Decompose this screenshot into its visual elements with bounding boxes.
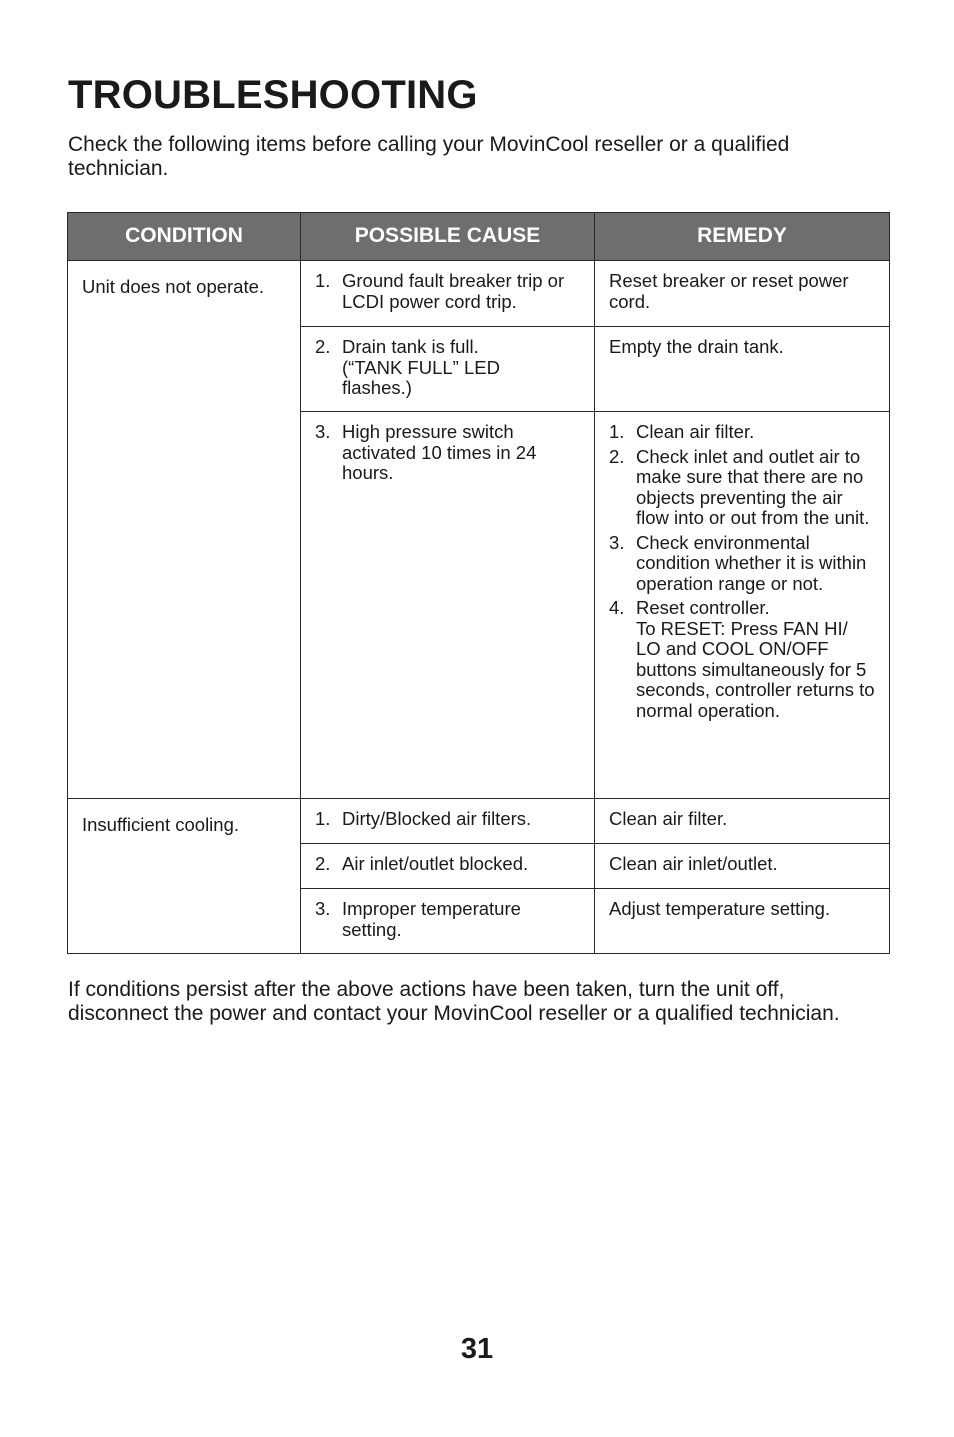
cause-text-note: (“TANK FULL” LED flashes.) — [342, 356, 500, 398]
cause-number: 2. — [315, 336, 331, 357]
condition-header: CONDITION — [68, 213, 301, 261]
remedy-header: REMEDY — [595, 213, 890, 261]
cause-number: 1. — [315, 270, 331, 291]
remedy-cell: Clean air inlet/outlet. — [595, 844, 890, 889]
page-title: TROUBLESHOOTING — [68, 73, 478, 117]
remedy-number: 1. — [609, 421, 625, 442]
remedy-text: Check inlet and outlet air to make sure that there are no objects preventing the air flow into or out from the unit. — [636, 445, 870, 528]
remedy-cell — [595, 412, 890, 799]
table-row — [68, 799, 890, 844]
list-item — [609, 447, 875, 529]
remedy-number: 3. — [609, 531, 625, 553]
remedy-cell: Reset breaker or reset power cord. — [595, 261, 890, 327]
cause-text: Drain tank is full. — [342, 336, 479, 357]
cause-cell — [301, 261, 595, 327]
remedy-text: Check environmental condition whether it is within operation range or not. — [636, 531, 867, 594]
table-header-row — [68, 213, 890, 261]
cause-number: 2. — [315, 853, 331, 874]
cause-number: 3. — [315, 421, 331, 442]
troubleshooting-table — [67, 212, 890, 954]
cause-cell — [301, 844, 595, 889]
remedy-number: 4. — [609, 597, 625, 618]
remedy-cell: Empty the drain tank. — [595, 327, 890, 412]
cause-number: 1. — [315, 808, 331, 829]
list-item — [609, 598, 875, 721]
list-item — [609, 533, 875, 595]
outro-paragraph: If conditions persist after the above actions have been taken, turn the unit off, disconnect the power and contact your MovinCool reseller or a qualified technician. — [68, 978, 840, 1025]
cause-text: Improper temperature setting. — [342, 898, 521, 940]
cause-text: High pressure switch activated 10 times in 24 hours. — [342, 421, 537, 483]
condition-cell: Insufficient cooling. — [68, 799, 301, 954]
remedy-text: Clean air filter. — [636, 421, 755, 442]
cause-cell — [301, 799, 595, 844]
remedy-list — [609, 422, 875, 721]
remedy-cell: Adjust temperature setting. — [595, 889, 890, 954]
cause-cell — [301, 889, 595, 954]
cause-cell — [301, 412, 595, 799]
reset-instructions: To RESET: Press FAN HI/ LO and COOL ON/OFF buttons simultaneously for 5 seconds, controller returns to normal operation. — [636, 617, 875, 721]
remedy-cell: Clean air filter. — [595, 799, 890, 844]
remedy-text: Reset controller. — [636, 597, 770, 618]
cause-number: 3. — [315, 898, 331, 919]
cause-cell — [301, 327, 595, 412]
cause-text: Air inlet/outlet blocked. — [342, 853, 529, 874]
intro-paragraph: Check the following items before calling your MovinCool reseller or a qualified technician. — [68, 133, 790, 180]
remedy-number: 2. — [609, 445, 625, 467]
cause-text: Dirty/Blocked air filters. — [342, 808, 532, 829]
list-item — [609, 422, 875, 443]
page-number: 31 — [460, 1333, 494, 1365]
cause-text: Ground fault breaker trip or LCDI power cord trip. — [342, 270, 565, 312]
possible-cause-header: POSSIBLE CAUSE — [301, 213, 595, 261]
table-row — [68, 261, 890, 327]
condition-cell: Unit does not operate. — [68, 261, 301, 799]
